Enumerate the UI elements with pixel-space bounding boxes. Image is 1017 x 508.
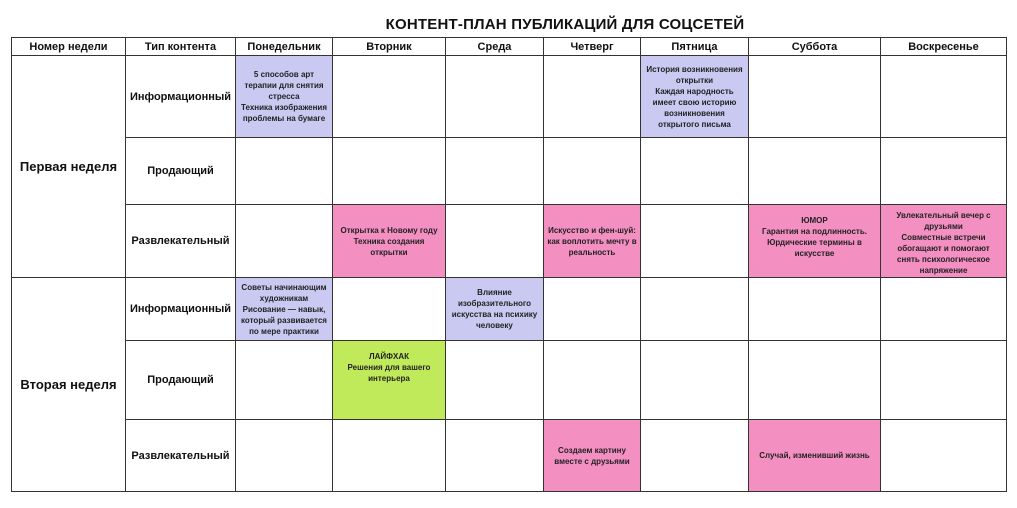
table-row: [12, 420, 1007, 492]
cell-text-line: Влияние: [477, 288, 512, 297]
week-label: Первая неделя: [12, 56, 126, 278]
cell-text-line: стресса: [268, 92, 300, 101]
plan-cell-sunday: [881, 341, 1007, 420]
plan-cell-sunday: [881, 56, 1007, 138]
plan-cell-thursday: [544, 341, 641, 420]
table-row: [12, 205, 1007, 278]
plan-cell-monday: [236, 205, 333, 278]
plan-cell-sunday: [881, 138, 1007, 205]
plan-cell-wednesday: [446, 278, 544, 341]
plan-cell-saturday: [749, 278, 881, 341]
cell-text-line: проблемы на бумаге: [242, 114, 326, 123]
plan-cell-thursday: [544, 56, 641, 138]
plan-cell-saturday: [749, 205, 881, 278]
cell-text-line: История возникновения: [646, 64, 743, 74]
header-thursday: Четверг: [544, 38, 641, 56]
plan-cell-saturday: [749, 341, 881, 420]
plan-cell-friday: [641, 138, 749, 205]
plan-cell-friday: [641, 341, 749, 420]
plan-cell-monday: [236, 341, 333, 420]
table-row: [12, 278, 1007, 341]
cell-text-line: Рисование — навык,: [242, 304, 326, 314]
plan-cell-sunday: [881, 420, 1007, 492]
plan-cell-saturday: [749, 138, 881, 205]
cell-text-line: Решения для вашего: [347, 363, 431, 372]
plan-cell-tuesday: [333, 420, 446, 492]
cell-text-line: искусстве: [794, 249, 835, 258]
week-label: Вторая неделя: [12, 278, 126, 492]
cell-text-line: друзьями: [924, 222, 963, 231]
table-row: [12, 138, 1007, 205]
plan-cell-thursday: [544, 205, 641, 278]
page-title: КОНТЕНТ-ПЛАН ПУБЛИКАЦИЙ ДЛЯ СОЦСЕТЕЙ: [385, 16, 745, 33]
cell-text-line: Советы начинающим: [241, 282, 327, 292]
header-content-type: Тип контента: [126, 38, 236, 56]
cell-text-line: терапии для снятия: [244, 81, 324, 90]
plan-cell-saturday: [749, 56, 881, 138]
cell-text-line: вместе с друзьями: [554, 456, 630, 466]
plan-cell-tuesday: [333, 205, 446, 278]
cell-text-line: ЛАЙФХАК: [369, 352, 409, 361]
plan-cell-friday: [641, 278, 749, 341]
cell-text-line: имеет свою историю: [652, 97, 737, 107]
cell-text-line: открытки: [370, 247, 408, 257]
plan-cell-tuesday: [333, 56, 446, 138]
cell-text-line: Создаем картину: [558, 445, 626, 455]
plan-cell-wednesday: [446, 420, 544, 492]
cell-text-line: ЮМОР: [801, 216, 828, 225]
plan-cell-sunday: [881, 278, 1007, 341]
header-sunday: Воскресенье: [881, 38, 1007, 56]
content-type-label: Развлекательный: [126, 420, 236, 492]
table-row: [12, 341, 1007, 420]
plan-cell-sunday: [881, 205, 1007, 278]
header-week: Номер недели: [12, 38, 126, 56]
cell-text-line: реальность: [568, 247, 616, 257]
cell-text-line: как воплотить мечту в: [547, 236, 637, 246]
cell-text-line: Увлекательный вечер с: [896, 211, 991, 220]
cell-text-line: искусства на психику: [451, 310, 538, 319]
content-type-label: Информационный: [126, 56, 236, 138]
plan-cell-wednesday: [446, 341, 544, 420]
content-type-label: Продающий: [126, 138, 236, 205]
plan-cell-friday: [641, 205, 749, 278]
cell-text-line: Гарантия на подлинность.: [762, 227, 867, 236]
plan-cell-thursday: [544, 278, 641, 341]
cell-text-line: 5 способов арт: [253, 70, 315, 79]
cell-text-line: художникам: [259, 293, 309, 303]
cell-text-line: интерьера: [368, 374, 410, 383]
header-monday: Понедельник: [236, 38, 333, 56]
cell-text-line: Искусство и фен-шуй:: [548, 225, 636, 235]
cell-text-line: Техника изображения: [241, 103, 327, 112]
cell-text-line: Техника создания: [353, 236, 425, 246]
plan-cell-wednesday: [446, 205, 544, 278]
cell-text-line: Случай, изменивший жизнь: [759, 451, 870, 460]
plan-cell-friday: [641, 420, 749, 492]
plan-cell-monday: [236, 138, 333, 205]
content-type-label: Информационный: [126, 278, 236, 341]
plan-cell-thursday: [544, 138, 641, 205]
plan-cell-tuesday: [333, 278, 446, 341]
header-friday: Пятница: [641, 38, 749, 56]
plan-cell-monday: [236, 420, 333, 492]
header-wednesday: Среда: [446, 38, 544, 56]
cell-text-line: напряжение: [919, 266, 968, 275]
cell-text-line: открытого письма: [658, 119, 731, 129]
cell-text-line: обогащают и помогают: [897, 244, 990, 253]
plan-cell-thursday: [544, 420, 641, 492]
content-type-label: Продающий: [126, 341, 236, 420]
cell-text-line: Открытка к Новому году: [340, 225, 438, 235]
cell-text-line: человеку: [476, 321, 513, 330]
header-row: [12, 38, 1007, 56]
cell-text-line: открытки: [675, 75, 714, 85]
table-row: [12, 56, 1007, 138]
content-type-label: Развлекательный: [126, 205, 236, 278]
cell-text-line: по мере практики: [249, 326, 319, 336]
plan-cell-friday: [641, 56, 749, 138]
cell-text-line: возникновения: [664, 108, 725, 118]
header-saturday: Суббота: [749, 38, 881, 56]
plan-cell-wednesday: [446, 56, 544, 138]
cell-text-line: Каждая народность: [655, 86, 734, 96]
cell-text-line: Совместные встречи: [901, 233, 986, 242]
cell-text-line: снять психологическое: [897, 255, 990, 264]
plan-cell-tuesday: [333, 341, 446, 420]
plan-cell-monday: [236, 278, 333, 341]
cell-text-line: Юрдические термины в: [767, 238, 862, 247]
cell-text-line: который развивается: [241, 315, 327, 325]
plan-cell-wednesday: [446, 138, 544, 205]
plan-cell-saturday: [749, 420, 881, 492]
plan-cell-monday: [236, 56, 333, 138]
plan-cell-tuesday: [333, 138, 446, 205]
content-plan-table: [11, 37, 1007, 492]
header-tuesday: Вторник: [333, 38, 446, 56]
cell-text-line: изобразительного: [457, 299, 532, 308]
